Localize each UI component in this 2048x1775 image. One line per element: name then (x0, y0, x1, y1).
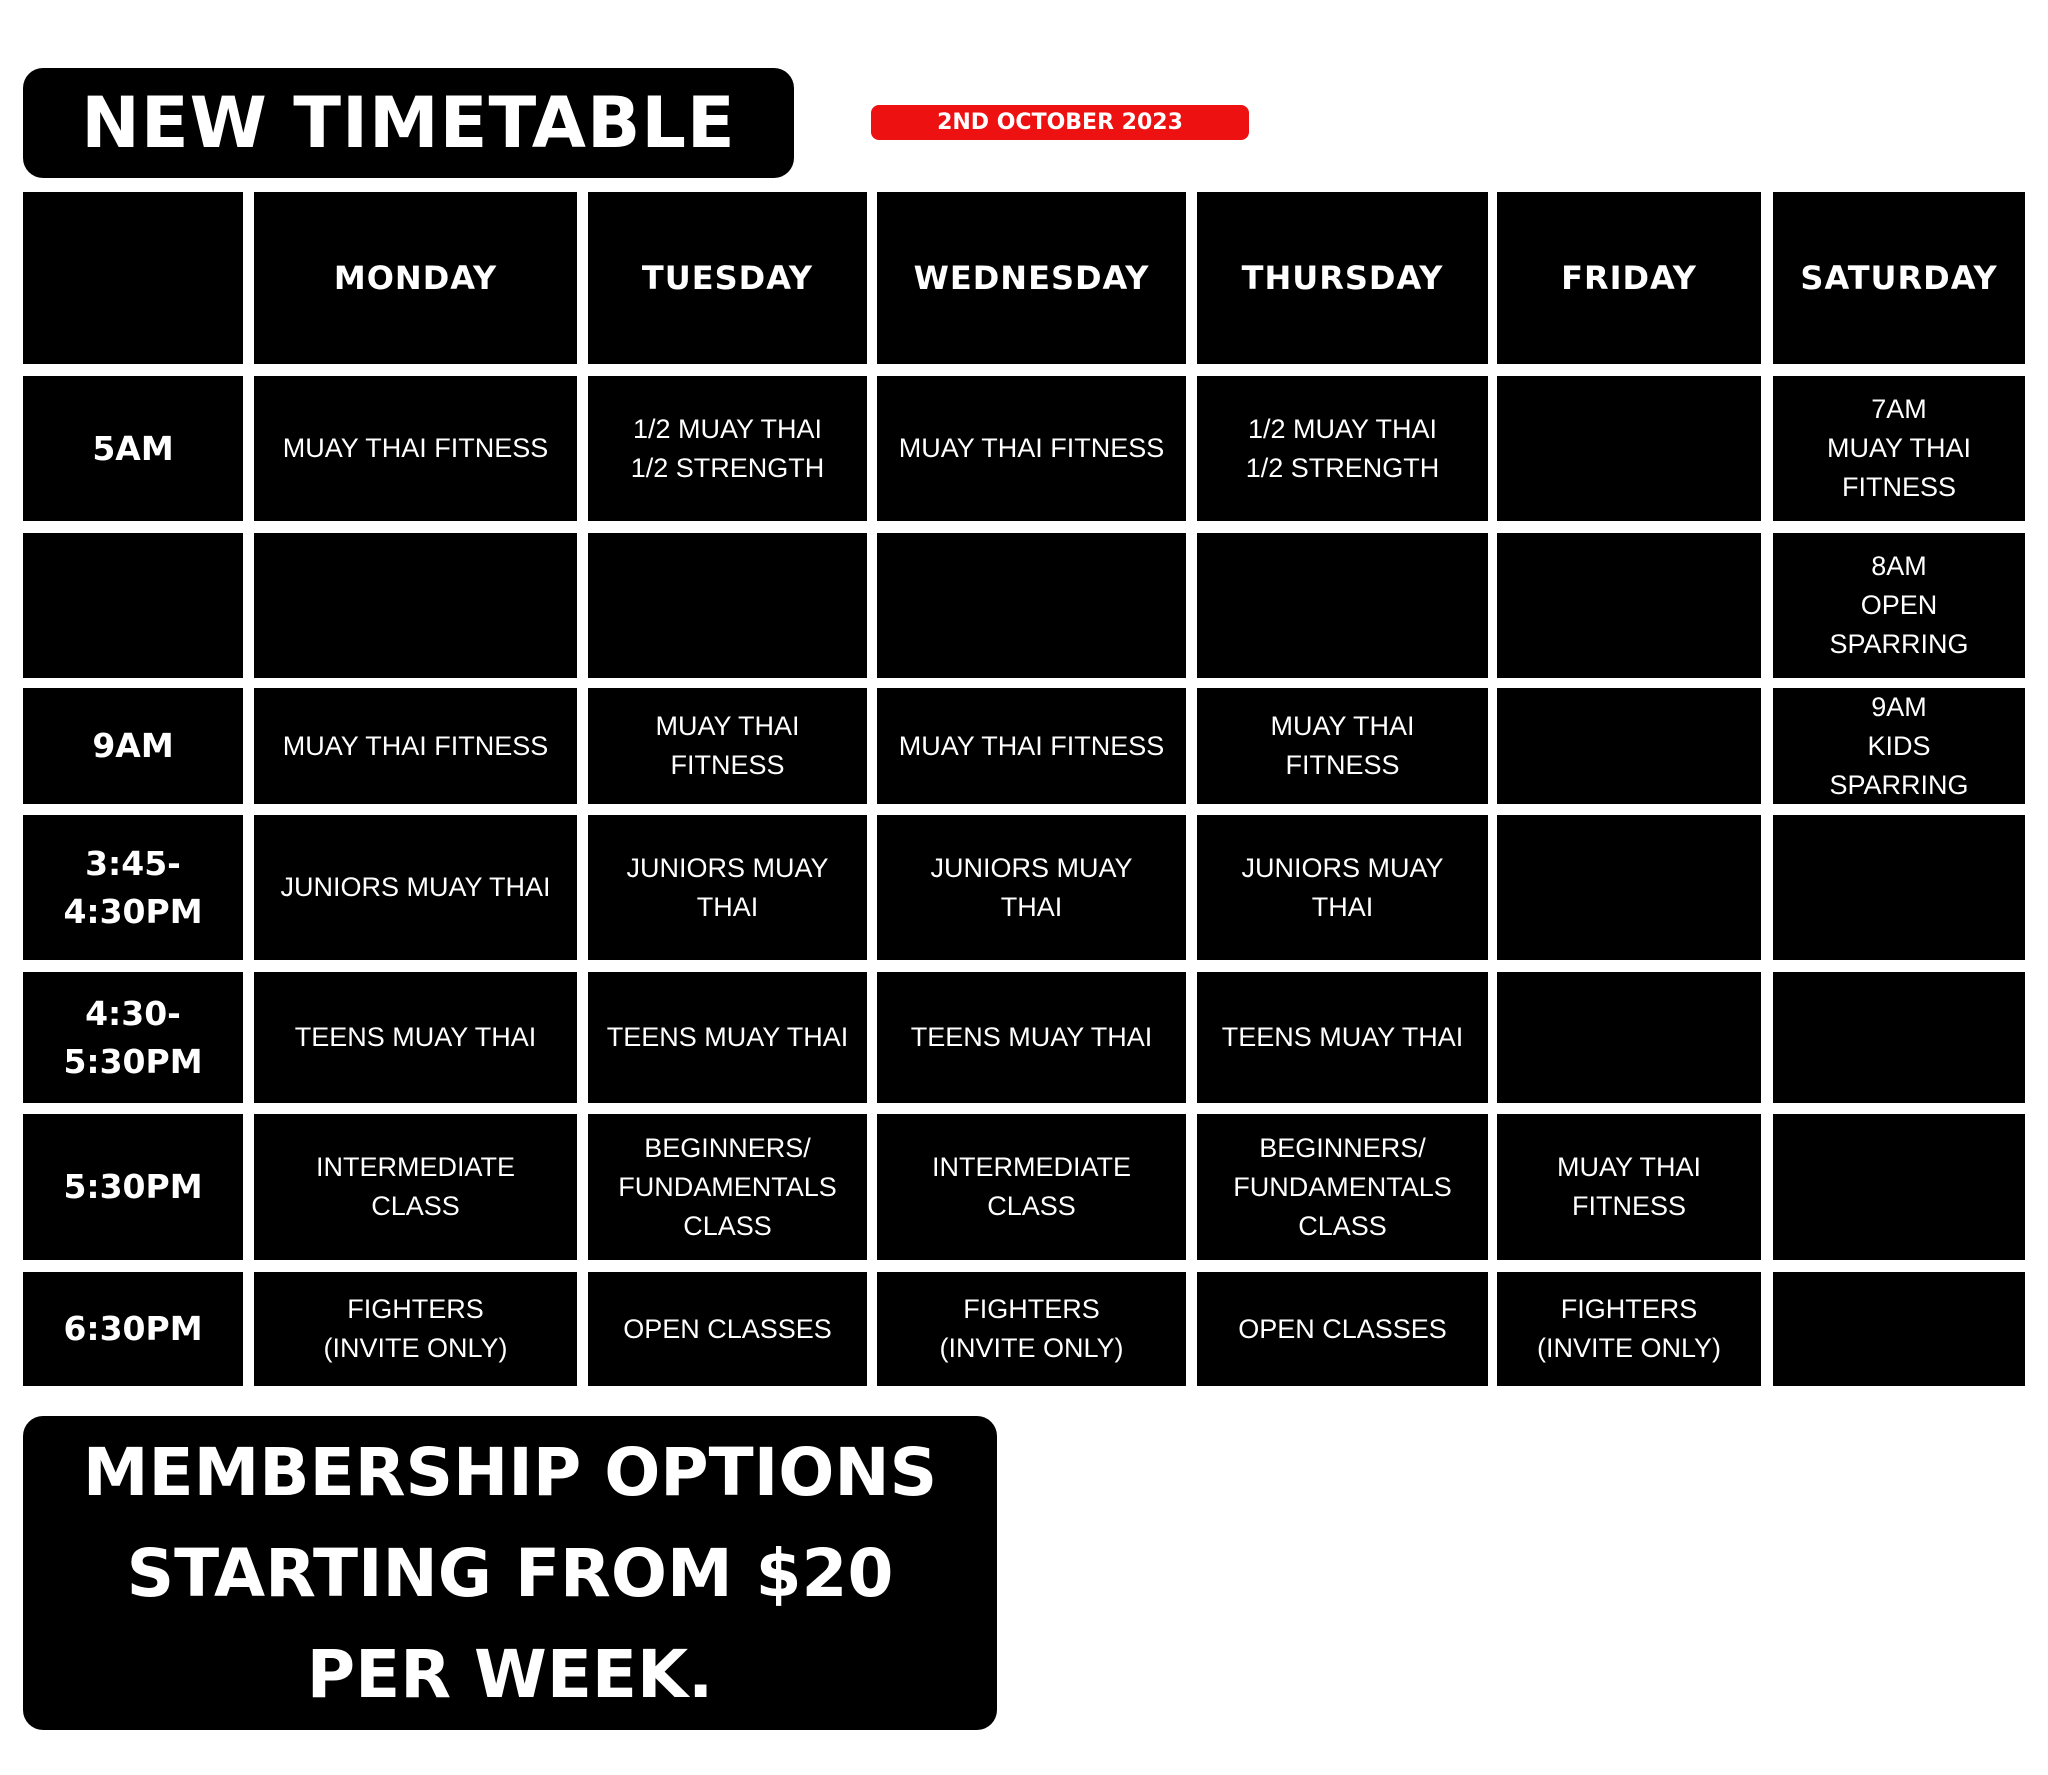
header-corner-cell (23, 192, 243, 364)
class-cell-monday: MUAY THAI FITNESS (254, 688, 577, 804)
time-cell: 6:30PM (23, 1272, 243, 1386)
class-cell-thursday: OPEN CLASSES (1197, 1272, 1488, 1386)
class-cell-tuesday: OPEN CLASSES (588, 1272, 867, 1386)
class-cell-saturday: 8AM OPEN SPARRING (1773, 533, 2025, 678)
class-cell-friday (1497, 688, 1761, 804)
class-cell-saturday (1773, 972, 2025, 1103)
class-cell-friday (1497, 972, 1761, 1103)
header-monday: MONDAY (254, 192, 577, 364)
class-cell-monday: MUAY THAI FITNESS (254, 376, 577, 521)
class-cell-thursday: MUAY THAI FITNESS (1197, 688, 1488, 804)
class-cell-friday: FIGHTERS (INVITE ONLY) (1497, 1272, 1761, 1386)
class-cell-tuesday (588, 533, 867, 678)
header-saturday: SATURDAY (1773, 192, 2025, 364)
class-cell-monday: TEENS MUAY THAI (254, 972, 577, 1103)
header-friday: FRIDAY (1497, 192, 1761, 364)
class-cell-saturday (1773, 1272, 2025, 1386)
class-cell-wednesday: FIGHTERS (INVITE ONLY) (877, 1272, 1186, 1386)
time-cell: 4:30- 5:30PM (23, 972, 243, 1103)
page-title: NEW TIMETABLE (23, 68, 794, 178)
time-cell (23, 533, 243, 678)
membership-banner: MEMBERSHIP OPTIONS STARTING FROM $20 PER WEEK. (23, 1416, 997, 1730)
class-cell-saturday: 9AM KIDS SPARRING (1773, 688, 2025, 804)
class-cell-tuesday: BEGINNERS/ FUNDAMENTALS CLASS (588, 1114, 867, 1260)
time-cell: 5AM (23, 376, 243, 521)
class-cell-saturday: 7AM MUAY THAI FITNESS (1773, 376, 2025, 521)
class-cell-monday (254, 533, 577, 678)
class-cell-monday: JUNIORS MUAY THAI (254, 815, 577, 960)
class-cell-wednesday: TEENS MUAY THAI (877, 972, 1186, 1103)
class-cell-monday: FIGHTERS (INVITE ONLY) (254, 1272, 577, 1386)
class-cell-saturday (1773, 1114, 2025, 1260)
time-cell: 5:30PM (23, 1114, 243, 1260)
header-tuesday: TUESDAY (588, 192, 867, 364)
class-cell-wednesday: MUAY THAI FITNESS (877, 376, 1186, 521)
class-cell-wednesday: JUNIORS MUAY THAI (877, 815, 1186, 960)
class-cell-wednesday (877, 533, 1186, 678)
class-cell-thursday (1197, 533, 1488, 678)
time-cell: 9AM (23, 688, 243, 804)
class-cell-wednesday: INTERMEDIATE CLASS (877, 1114, 1186, 1260)
class-cell-friday (1497, 815, 1761, 960)
time-cell: 3:45- 4:30PM (23, 815, 243, 960)
date-badge: 2ND OCTOBER 2023 (871, 105, 1249, 140)
header-thursday: THURSDAY (1197, 192, 1488, 364)
class-cell-tuesday: TEENS MUAY THAI (588, 972, 867, 1103)
class-cell-friday: MUAY THAI FITNESS (1497, 1114, 1761, 1260)
class-cell-tuesday: 1/2 MUAY THAI 1/2 STRENGTH (588, 376, 867, 521)
class-cell-saturday (1773, 815, 2025, 960)
class-cell-friday (1497, 533, 1761, 678)
class-cell-thursday: TEENS MUAY THAI (1197, 972, 1488, 1103)
class-cell-thursday: JUNIORS MUAY THAI (1197, 815, 1488, 960)
class-cell-monday: INTERMEDIATE CLASS (254, 1114, 577, 1260)
class-cell-thursday: BEGINNERS/ FUNDAMENTALS CLASS (1197, 1114, 1488, 1260)
class-cell-tuesday: MUAY THAI FITNESS (588, 688, 867, 804)
class-cell-wednesday: MUAY THAI FITNESS (877, 688, 1186, 804)
class-cell-thursday: 1/2 MUAY THAI 1/2 STRENGTH (1197, 376, 1488, 521)
header-wednesday: WEDNESDAY (877, 192, 1186, 364)
class-cell-tuesday: JUNIORS MUAY THAI (588, 815, 867, 960)
class-cell-friday (1497, 376, 1761, 521)
